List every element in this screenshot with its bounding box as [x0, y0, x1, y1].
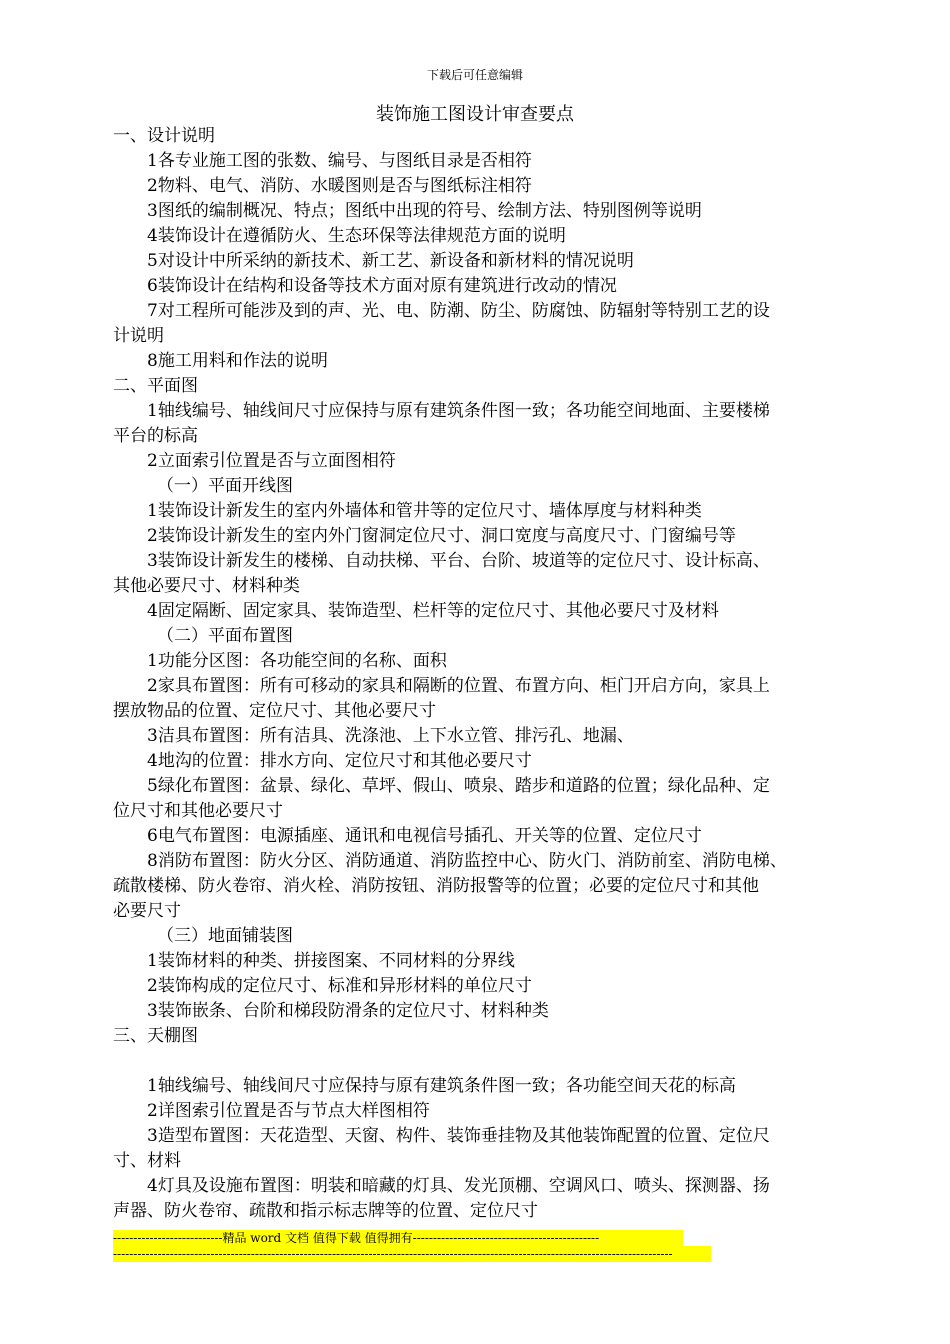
text-line: 1轴线编号、轴线间尺寸应保持与原有建筑条件图一致；各功能空间天花的标高 — [147, 1076, 736, 1096]
text-line: 4地沟的位置：排水方向、定位尺寸和其他必要尺寸 — [147, 751, 532, 771]
text-line: 必要尺寸 — [113, 901, 181, 921]
text-line: 1轴线编号、轴线间尺寸应保持与原有建筑条件图一致；各功能空间地面、主要楼梯 — [147, 401, 770, 421]
text-line: 7对工程所可能涉及到的声、光、电、防潮、防尘、防腐蚀、防辐射等特别工艺的设 — [147, 301, 770, 321]
text-line: 2详图索引位置是否与节点大样图相符 — [147, 1101, 430, 1121]
text-line: 6装饰设计在结构和设备等技术方面对原有建筑进行改动的情况 — [147, 276, 617, 296]
text-line: 5绿化布置图：盆景、绿化、草坪、假山、喷泉、踏步和道路的位置；绿化品种、定 — [147, 776, 770, 796]
text-line: 3装饰设计新发生的楼梯、自动扶梯、平台、台阶、坡道等的定位尺寸、设计标高、 — [147, 551, 770, 571]
text-line: 3造型布置图：天花造型、天窗、构件、装饰垂挂物及其他装饰配置的位置、定位尺 — [147, 1126, 770, 1146]
footer-line-2: ------------------------------------------------------------------------------------------------------------------------------------------ — [113, 1246, 711, 1262]
text-line: 1各专业施工图的张数、编号、与图纸目录是否相符 — [147, 151, 532, 171]
blank-line — [113, 1049, 863, 1074]
text-line: 8消防布置图：防火分区、消防通道、消防监控中心、防火门、消防前室、消防电梯、 — [147, 851, 787, 871]
text-line: 1装饰材料的种类、拼接图案、不同材料的分界线 — [147, 951, 515, 971]
text-line: 摆放物品的位置、定位尺寸、其他必要尺寸 — [113, 701, 436, 721]
document-title: 装饰施工图设计审查要点 — [376, 104, 574, 125]
text-line: 1功能分区图：各功能空间的名称、面积 — [147, 651, 447, 671]
text-line: 6电气布置图：电源插座、通讯和电视信号插孔、开关等的位置、定位尺寸 — [147, 826, 702, 846]
text-line: 3洁具布置图：所有洁具、洗涤池、上下水立管、排污孔、地漏、 — [147, 726, 634, 746]
text-line: 2家具布置图：所有可移动的家具和隔断的位置、布置方向、柜门开启方向，家具上 — [147, 676, 770, 696]
text-line: 4装饰设计在遵循防火、生态环保等法律规范方面的说明 — [147, 226, 566, 246]
text-line: 8施工用料和作法的说明 — [147, 351, 328, 371]
text-line: 4固定隔断、固定家具、装饰造型、栏杆等的定位尺寸、其他必要尺寸及材料 — [147, 601, 719, 621]
text-line: （三）地面铺装图 — [157, 926, 293, 946]
text-line: 疏散楼梯、防火卷帘、消火栓、消防按钮、消防报警等的位置；必要的定位尺寸和其他 — [113, 876, 759, 896]
text-line: 1装饰设计新发生的室内外墙体和管井等的定位尺寸、墙体厚度与材料种类 — [147, 501, 702, 521]
text-line: 2物料、电气、消防、水暖图则是否与图纸标注相符 — [147, 176, 532, 196]
text-line: （二）平面布置图 — [157, 626, 293, 646]
text-line: 其他必要尺寸、材料种类 — [113, 576, 300, 596]
text-line: 二、平面图 — [113, 376, 198, 396]
text-line: 2装饰设计新发生的室内外门窗洞定位尺寸、洞口宽度与高度尺寸、门窗编号等 — [147, 526, 736, 546]
text-line: 声器、防火卷帘、疏散和指示标志牌等的位置、定位尺寸 — [113, 1201, 538, 1221]
text-line: 一、设计说明 — [113, 126, 215, 146]
text-line: 位尺寸和其他必要尺寸 — [113, 801, 283, 821]
text-line: 寸、材料 — [113, 1151, 181, 1171]
text-line: 4灯具及设施布置图：明装和暗藏的灯具、发光顶棚、空调风口、喷头、探测器、扬 — [147, 1176, 770, 1196]
text-line: 计说明 — [113, 326, 164, 346]
text-line: 5对设计中所采纳的新技术、新工艺、新设备和新材料的情况说明 — [147, 251, 634, 271]
header-note: 下载后可任意编辑 — [426, 68, 523, 82]
text-line: 3图纸的编制概况、特点；图纸中出现的符号、绘制方法、特别图例等说明 — [147, 201, 702, 221]
footer-line-1: ---------------------------精品 word 文档 值得下载 值得拥有---------------------------------------------- — [113, 1230, 683, 1246]
text-line: （一）平面开线图 — [157, 476, 293, 496]
footer-banner — [113, 1230, 711, 1262]
text-line: 2立面索引位置是否与立面图相符 — [147, 451, 396, 471]
text-line: 三、天棚图 — [113, 1026, 198, 1046]
text-line: 平台的标高 — [113, 426, 198, 446]
document-body — [113, 124, 863, 1224]
text-line: 3装饰嵌条、台阶和梯段防滑条的定位尺寸、材料种类 — [147, 1001, 549, 1021]
text-line: 2装饰构成的定位尺寸、标准和异形材料的单位尺寸 — [147, 976, 532, 996]
